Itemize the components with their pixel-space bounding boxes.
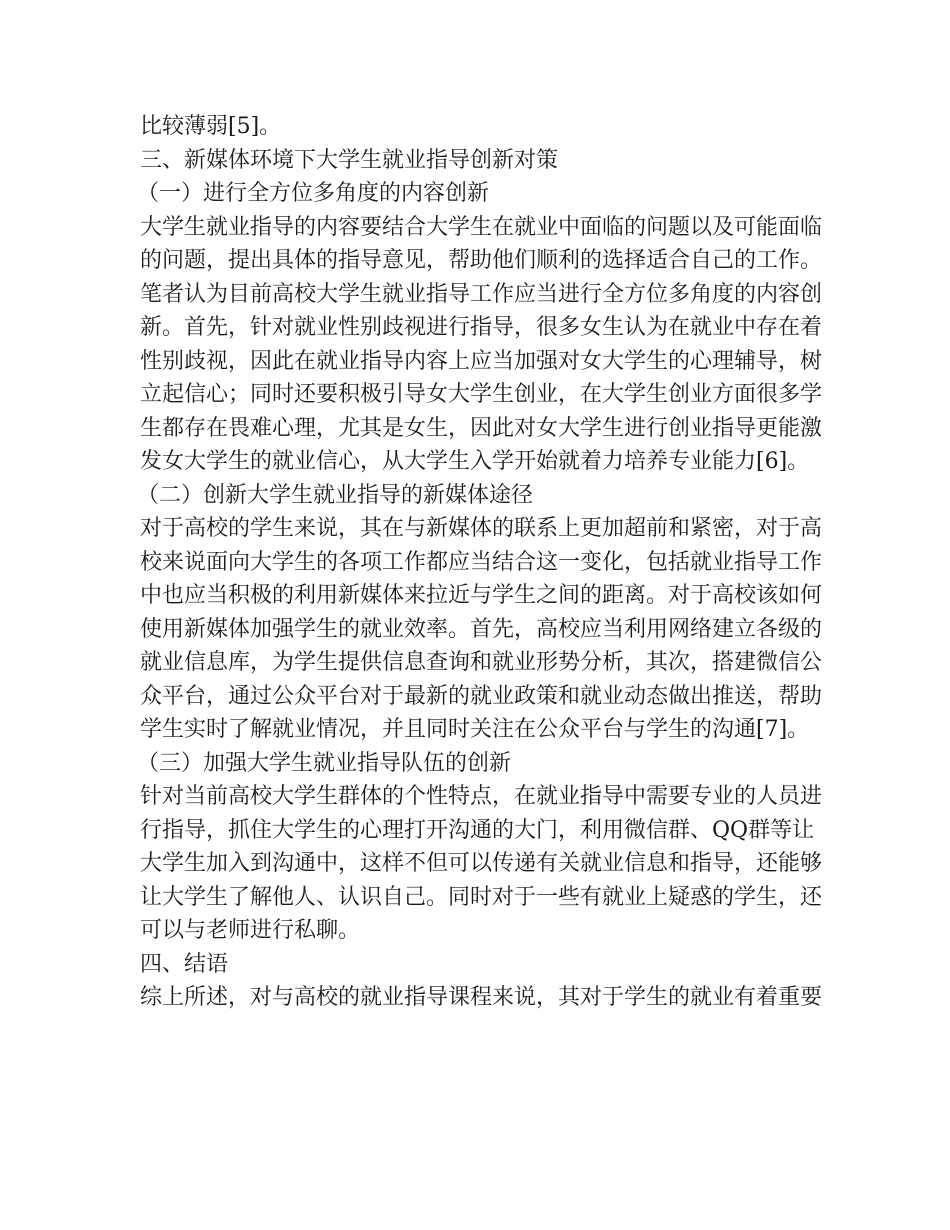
text-line-16: 使用新媒体加强学生的就业效率。首先，高校应当利用网络建立各级的 — [140, 616, 823, 642]
section-heading-4: 四、结语 — [140, 951, 229, 977]
text-line-4: 大学生就业指导的内容要结合大学生在就业中面临的问题以及可能面临 — [140, 214, 823, 240]
text-line-18: 众平台，通过公众平台对于最新的就业政策和就业动态做出推送，帮助 — [140, 683, 823, 709]
text-line-11: 发女大学生的就业信心，从大学生入学开始就着力培养专业能力[6]。 — [140, 449, 810, 474]
text-line-25: 可以与老师进行私聊。 — [140, 918, 361, 943]
text-line-9: 立起信心；同时还要积极引导女大学生创业，在大学生创业方面很多学 — [140, 382, 823, 407]
text-line-6: 笔者认为目前高校大学生就业指导工作应当进行全方位多角度的内容创 — [140, 281, 823, 307]
text-line-21: 针对当前高校大学生群体的个性特点，在就业指导中需要专业的人员进 — [140, 784, 823, 809]
section-heading-3: 三、新媒体环境下大学生就业指导创新对策 — [140, 147, 559, 173]
text-line-22: 行指导，抓住大学生的心理打开沟通的大门，利用微信群、QQ群等让 — [140, 817, 815, 843]
text-line-27: 综上所述，对与高校的就业指导课程来说，其对于学生的就业有着重要 — [140, 985, 823, 1010]
text-line-1: 比较薄弱[5]。 — [140, 114, 282, 139]
text-line-17: 就业信息库，为学生提供信息查询和就业形势分析，其次，搭建微信公 — [140, 650, 823, 675]
text-line-8: 性别歧视，因此在就业指导内容上应当加强对女大学生的心理辅导，树 — [140, 348, 823, 374]
subsection-heading-3: （三）加强大学生就业指导队伍的创新 — [137, 750, 512, 776]
text-line-15: 中也应当积极的利用新媒体来拉近与学生之间的距离。对于高校该如何 — [140, 583, 823, 608]
text-line-7: 新。首先，针对就业性别歧视进行指导，很多女生认为在就业中存在着 — [140, 315, 823, 340]
subsection-heading-1: （一）进行全方位多角度的内容创新 — [137, 181, 490, 206]
text-line-23: 大学生加入到沟通中，这样不但可以传递有关就业信息和指导，还能够 — [140, 851, 823, 876]
text-line-19: 学生实时了解就业情况，并且同时关注在公众平台与学生的沟通[7]。 — [140, 717, 810, 742]
text-line-24: 让大学生了解他人、认识自己。同时对于一些有就业上疑惑的学生，还 — [140, 884, 823, 910]
subsection-heading-2: （二）创新大学生就业指导的新媒体途径 — [137, 482, 534, 508]
text-line-10: 生都存在畏难心理，尤其是女生，因此对女大学生进行创业指导更能激 — [140, 415, 823, 441]
text-line-13: 对于高校的学生来说，其在与新媒体的联系上更加超前和紧密，对于高 — [140, 516, 823, 541]
document-page — [137, 110, 830, 1015]
text-line-5: 的问题，提出具体的指导意见，帮助他们顺利的选择适合自己的工作。 — [140, 248, 823, 273]
text-line-14: 校来说面向大学生的各项工作都应当结合这一变化，包括就业指导工作 — [140, 549, 823, 575]
